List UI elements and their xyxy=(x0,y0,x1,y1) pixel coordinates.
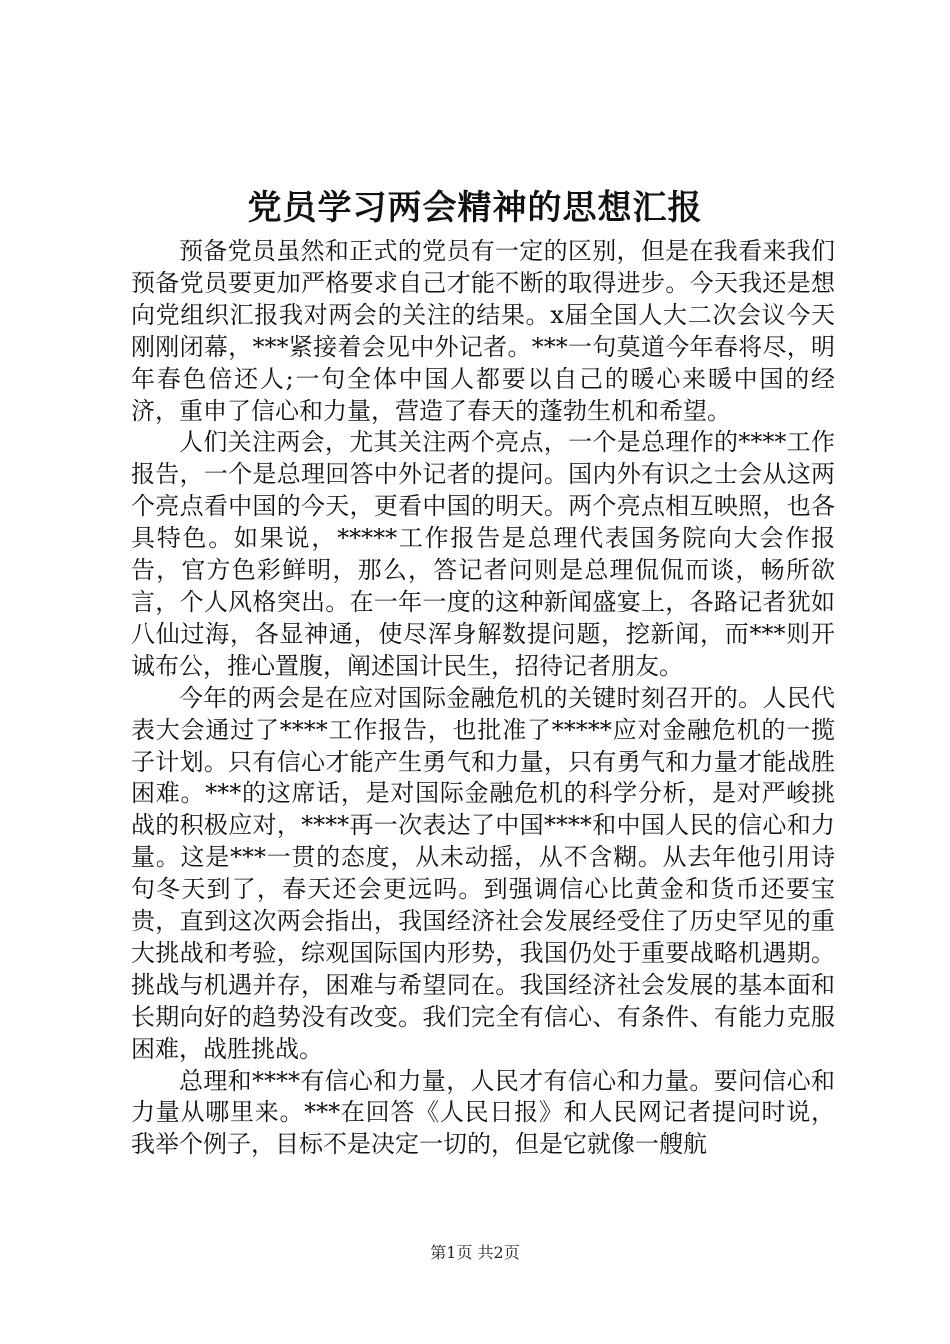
paragraph: 总理和****有信心和力量，人民才有信心和力量。要问信心和力量从哪里来。***在回答《人民日报》和人民网记者提问时说，我举个例子，目标不是决定一切的，但是它就像一艘航 xyxy=(131,1066,835,1159)
document-body xyxy=(131,236,835,1161)
paragraph: 人们关注两会，尤其关注两个亮点，一个是总理作的****工作报告，一个是总理回答中外记者的提问。国内外有识之士会从这两个亮点看中国的今天，更看中国的明天。两个亮点相互映照，也各具特色。如果说，*****工作报告是总理代表国务院向大会作报告，官方色彩鲜明，那么，答记者问则是总理侃侃而谈，畅所欲言，个人风格突出。在一年一度的这种新闻盛宴上，各路记者犹如八仙过海，各显神通，使尽浑身解数提问题，挖新闻，而***则开诚布公，推心置腹，阐述国计民生，招待记者朋友。 xyxy=(131,428,835,680)
document-title: 党员学习两会精神的思想汇报 xyxy=(247,188,703,228)
paragraph: 预备党员虽然和正式的党员有一定的区别，但是在我看来我们预备党员要更加严格要求自己才能不断的取得进步。今天我还是想向党组织汇报我对两会的关注的结果。x届全国人大二次会议今天刚刚闭幕，***紧接着会见中外记者。***一句莫道今年春将尽，明年春色倍还人;一句全体中国人都要以自己的暖心来暖中国的经济，重申了信心和力量，营造了春天的蓬勃生机和希望。 xyxy=(131,237,835,425)
page-number-footer: 第1页 共2页 xyxy=(430,1243,520,1262)
paragraph: 今年的两会是在应对国际金融危机的关键时刻召开的。人民代表大会通过了****工作报告，也批准了*****应对金融危机的一揽子计划。只有信心才能产生勇气和力量，只有勇气和力量才能战胜困难。***的这席话，是对国际金融危机的科学分析，是对严峻挑战的积极应对，****再一次表达了中国****和中国人民的信心和力量。这是***一贯的态度，从未动摇，从不含糊。从去年他引用诗句冬天到了，春天还会更远吗。到强调信心比黄金和货币还要宝贵，直到这次两会指出，我国经济社会发展经受住了历史罕见的重大挑战和考验，综观国际国内形势，我国仍处于重要战略机遇期。挑战与机遇并存，困难与希望同在。我国经济社会发展的基本面和长期向好的趋势没有改变。我们完全有信心、有条件、有能力克服困难，战胜挑战。 xyxy=(131,683,835,1063)
